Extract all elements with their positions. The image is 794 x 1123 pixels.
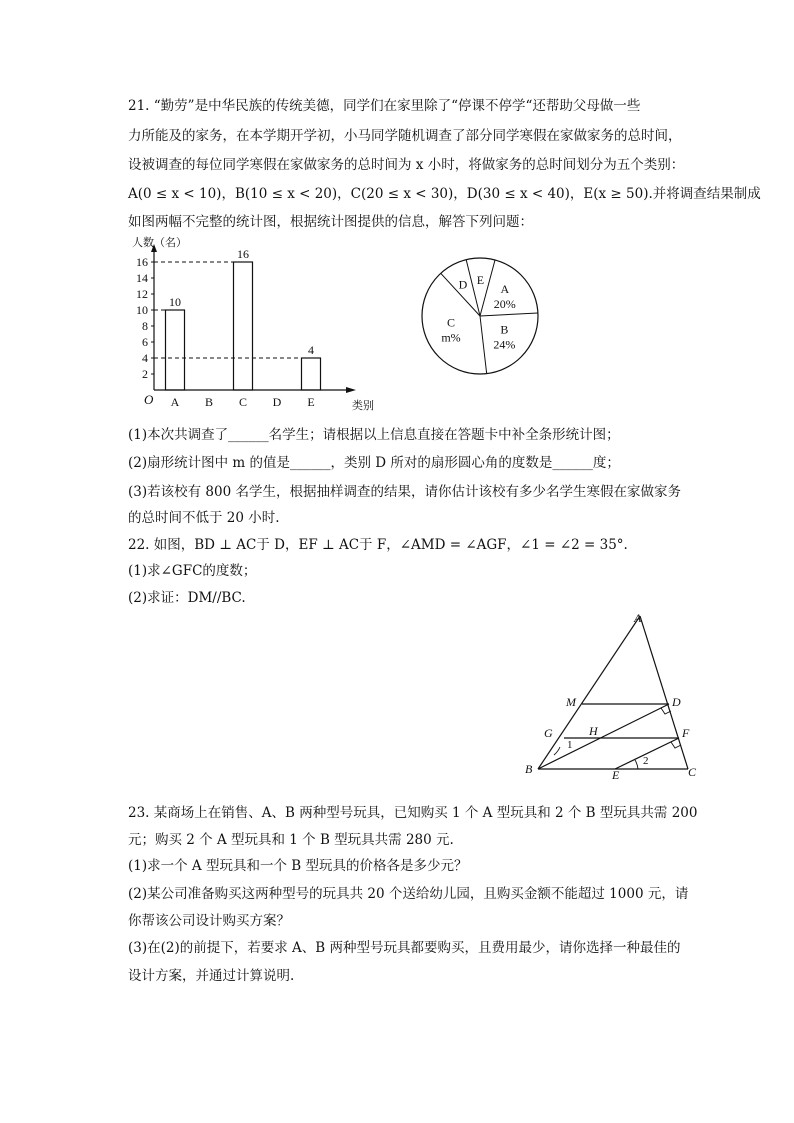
pie-slice-label-B: B: [500, 322, 509, 337]
bar-chart: [120, 230, 380, 415]
y-tick-label: 8: [142, 319, 148, 333]
q21-line-4: A(0 ≤ x < 10)，B(10 ≤ x < 20)，C(20 ≤ x < 30)，D(30 ≤ x < 40)，E(x ≥ 50).并将调查结果制成: [128, 186, 761, 202]
q21-part-1: (1)本次共调查了______名学生；请根据以上信息直接在答题卡中补全条形统计图；: [128, 427, 620, 443]
q23-line-6: (3)在(2)的前提下，若要求 A、B 两种型号玩具都要购买，且费用最少，请你选择一种最佳的: [128, 940, 681, 956]
bar-C: [234, 262, 253, 390]
label-angle-2: 2: [643, 755, 649, 767]
label-H: H: [589, 724, 598, 738]
q22-line-1: 22. 如图，BD ⊥ AC于 D，EF ⊥ AC于 F，∠AMD = ∠AGF，∠1 = ∠2 = 35°.: [128, 537, 628, 553]
pie-slice-value-B: 24%: [493, 337, 516, 352]
angle-2-arc: [635, 760, 638, 769]
label-G: G: [544, 726, 553, 740]
label-D: D: [672, 695, 681, 709]
y-tick-label: 4: [142, 351, 148, 365]
q23-line-2: 元；购买 2 个 A 型玩具和 1 个 B 型玩具共需 280 元.: [128, 832, 454, 848]
pie-chart: [418, 254, 542, 378]
q22-line-3: (2)求证：DM//BC.: [128, 590, 246, 606]
y-tick-label: 14: [136, 271, 148, 285]
q23-line-3: (1)求一个 A 型玩具和一个 B 型玩具的价格各是多少元？: [128, 858, 468, 874]
label-A: A: [634, 611, 642, 625]
bar-A: [166, 310, 185, 390]
bar-value-label-C: 16: [237, 247, 249, 261]
bar-value-label-A: 10: [169, 295, 181, 309]
label-F: F: [682, 726, 690, 740]
angle-1-arc: [554, 747, 560, 755]
y-tick-label: 16: [136, 255, 148, 269]
q21-part-2: (2)扇形统计图中 m 的值是______，类别 D 所对的扇形圆心角的度数是______度；: [128, 455, 620, 471]
origin-label: O: [144, 392, 154, 407]
q21-part-3: (3)若该校有 800 名学生，根据抽样调查的结果，请你估计该校有多少名学生寒假在家做家务: [128, 484, 681, 500]
y-axis-label: 人数（名）: [132, 237, 187, 249]
pie-slice-value-C: m%: [441, 330, 461, 345]
label-B: B: [525, 762, 533, 776]
y-tick-label: 10: [136, 303, 148, 317]
pie-slice-divider: [480, 260, 495, 316]
pie-slice-label-C: C: [446, 315, 456, 330]
y-tick-label: 6: [142, 335, 148, 349]
label-E: E: [612, 768, 620, 782]
x-axis-arrow: [346, 387, 356, 393]
q21-part-4: 的总时间不低于 20 小时.: [128, 510, 280, 526]
pie-slice-divider: [480, 313, 538, 316]
pie-slice-divider: [480, 316, 487, 374]
label-M: M: [566, 695, 576, 709]
pie-slice-value-A: 20%: [493, 296, 516, 311]
q21-line-5: 如图两幅不完整的统计图，根据统计图提供的信息，解答下列问题：: [128, 214, 533, 230]
bar-value-label-E: 4: [308, 343, 314, 357]
x-axis-label: 类别: [352, 400, 374, 412]
q23-line-7: 设计方案，并通过计算说明.: [128, 968, 295, 984]
segment-AB: [538, 616, 640, 769]
q23-line-5: 你帮该公司设计购买方案？: [128, 913, 290, 929]
q23-line-4: (2)某公司准备购买这两种型号的玩具共 20 个送给幼儿园，且购买金额不能超过 1000 元，请: [128, 886, 689, 902]
q21-line-2: 力所能及的家务，在本学期开学初，小马同学随机调查了部分同学寒假在家做家务的总时间，: [128, 128, 682, 144]
category-label-D: D: [272, 395, 282, 409]
label-C: C: [688, 765, 697, 779]
bar-E: [302, 358, 321, 390]
category-label-E: E: [307, 395, 315, 409]
triangle-figure: [520, 608, 710, 783]
y-tick-label: 2: [142, 367, 148, 381]
category-label-A: A: [170, 395, 180, 409]
q22-line-2: (1)求∠GFC的度数；: [128, 563, 257, 579]
category-label-C: C: [238, 395, 248, 409]
pie-slice-label-D: D: [458, 277, 468, 292]
pie-slice-label-A: A: [500, 281, 510, 296]
label-angle-1: 1: [567, 739, 573, 751]
q23-line-1: 23. 某商场上在销售、A、B 两种型号玩具，已知购买 1 个 A 型玩具和 2 个 B 型玩具共需 200: [128, 805, 698, 821]
segment-BD: [538, 704, 669, 769]
pie-slice-divider: [466, 260, 480, 316]
category-label-B: B: [204, 395, 214, 409]
y-tick-label: 12: [136, 287, 148, 301]
segment-AC: [640, 616, 688, 769]
q21-line-1: 21. “勤劳”是中华民族的传统美德，同学们在家里除了“停课不停学“还帮助父母做一些: [128, 98, 641, 114]
pie-slice-label-E: E: [476, 273, 485, 288]
q21-line-3: 设被调查的每位同学寒假在家做家务的总时间为 x 小时，将做家务的总时间划分为五个类别：: [128, 157, 685, 173]
